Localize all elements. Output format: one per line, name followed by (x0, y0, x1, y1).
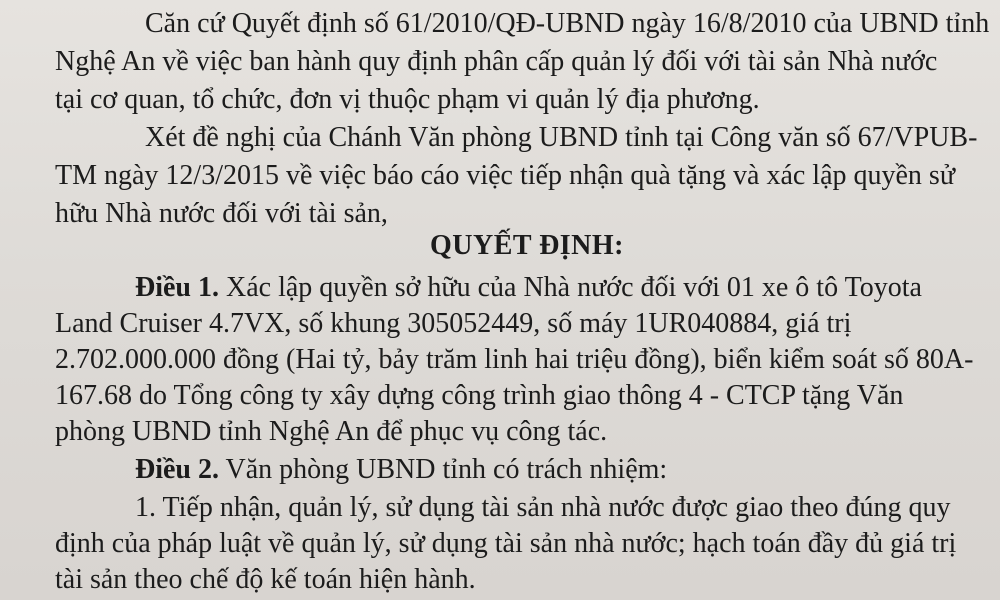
paragraph-line: Xét đề nghị của Chánh Văn phòng UBND tỉnh tại Công văn số 67/VPUB- (145, 122, 978, 153)
paragraph-line: hữu Nhà nước đối với tài sản, (55, 198, 388, 229)
paragraph-line: 1. Tiếp nhận, quản lý, sử dụng tài sản nhà nước được giao theo đúng quy (135, 492, 951, 523)
article-1-text: Xác lập quyền sở hữu của Nhà nước đối với 01 xe ô tô Toyota (226, 272, 922, 303)
paragraph-line: tài sản theo chế độ kế toán hiện hành. (55, 564, 476, 595)
paragraph-line: Căn cứ Quyết định số 61/2010/QĐ-UBND ngày 16/8/2010 của UBND tỉnh (145, 8, 990, 39)
article-2-label: Điều 2. (135, 454, 219, 485)
paragraph-line: tại cơ quan, tổ chức, đơn vị thuộc phạm vi quản lý địa phương. (55, 84, 760, 115)
paragraph-line: 2.702.000.000 đồng (Hai tỷ, bảy trăm linh hai triệu đồng), biển kiểm soát số 80A- (55, 344, 974, 375)
decision-heading: QUYẾT ĐỊNH: (430, 230, 625, 261)
paragraph-line: Nghệ An về việc ban hành quy định phân cấp quản lý đối với tài sản Nhà nước (55, 46, 938, 77)
paragraph-line: phòng UBND tỉnh Nghệ An để phục vụ công tác. (55, 416, 608, 447)
article-1-line (135, 272, 922, 304)
article-2-text: Văn phòng UBND tỉnh có trách nhiệm: (225, 454, 668, 485)
paragraph-line: Land Cruiser 4.7VX, số khung 305052449, số máy 1UR040884, giá trị (55, 308, 852, 339)
paragraph-line: 167.68 do Tổng công ty xây dựng công trình giao thông 4 - CTCP tặng Văn (55, 380, 904, 411)
paragraph-line: định của pháp luật về quản lý, sử dụng tài sản nhà nước; hạch toán đầy đủ giá trị (55, 528, 957, 559)
article-1-label: Điều 1. (135, 272, 219, 303)
paragraph-line: TM ngày 12/3/2015 về việc báo cáo việc tiếp nhận quà tặng và xác lập quyền sử (55, 160, 956, 191)
article-2-line (135, 454, 667, 486)
